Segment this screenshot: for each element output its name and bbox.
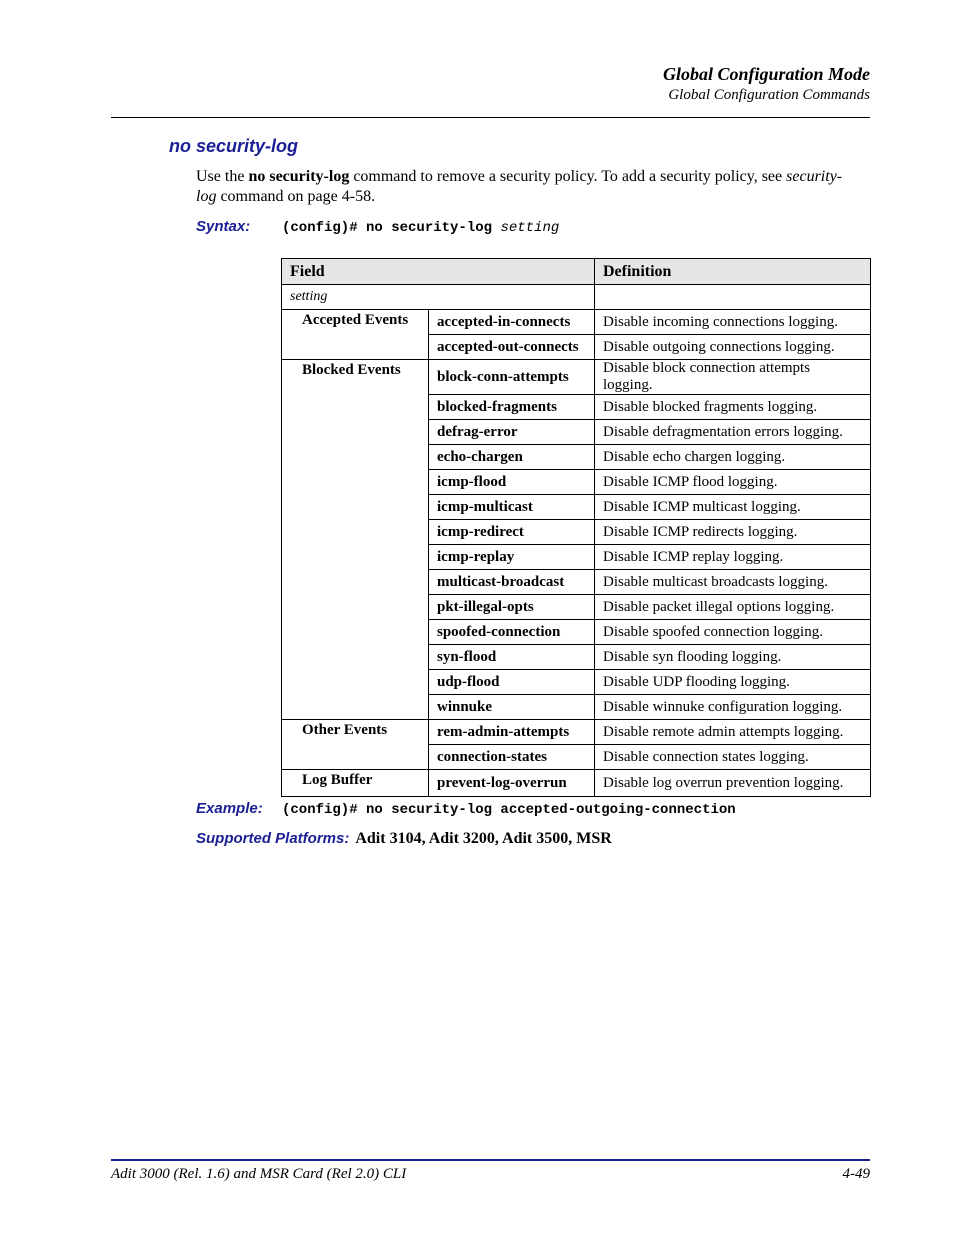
option-keyword: rem-admin-attempts bbox=[429, 720, 595, 745]
table-body bbox=[282, 285, 871, 797]
option-keyword: udp-flood bbox=[429, 670, 595, 695]
option-keyword: icmp-flood bbox=[429, 470, 595, 495]
event-group-name: Blocked Events bbox=[282, 360, 429, 720]
intro-text-pre: Use the bbox=[196, 168, 249, 185]
option-definition: Disable block connection attempts logging. bbox=[595, 360, 871, 395]
option-definition: Disable echo chargen logging. bbox=[595, 445, 871, 470]
example-line bbox=[196, 800, 736, 818]
event-group-name: Accepted Events bbox=[282, 310, 429, 360]
option-keyword: icmp-replay bbox=[429, 545, 595, 570]
option-definition: Disable UDP flooding logging. bbox=[595, 670, 871, 695]
option-keyword: defrag-error bbox=[429, 420, 595, 445]
intro-paragraph bbox=[196, 167, 856, 207]
running-header-subtitle: Global Configuration Commands bbox=[668, 87, 870, 103]
syntax-line bbox=[196, 218, 559, 236]
table-row bbox=[282, 310, 871, 335]
option-definition: Disable remote admin attempts logging. bbox=[595, 720, 871, 745]
footer-divider bbox=[111, 1159, 870, 1161]
option-definition: Disable syn flooding logging. bbox=[595, 645, 871, 670]
platforms-label: Supported Platforms: bbox=[196, 830, 350, 847]
option-keyword: blocked-fragments bbox=[429, 395, 595, 420]
option-keyword: accepted-in-connects bbox=[429, 310, 595, 335]
option-keyword: multicast-broadcast bbox=[429, 570, 595, 595]
setting-row bbox=[282, 285, 871, 310]
table-header-row bbox=[282, 259, 871, 285]
option-definition: Disable blocked fragments logging. bbox=[595, 395, 871, 420]
option-definition: Disable winnuke configuration logging. bbox=[595, 695, 871, 720]
event-group-name: Other Events bbox=[282, 720, 429, 770]
option-definition: Disable defragmentation errors logging. bbox=[595, 420, 871, 445]
footer-doc-title: Adit 3000 (Rel. 1.6) and MSR Card (Rel 2.0) CLI bbox=[111, 1166, 407, 1182]
option-keyword: prevent-log-overrun bbox=[429, 770, 595, 797]
setting-label: setting bbox=[282, 285, 595, 310]
option-definition: Disable ICMP multicast logging. bbox=[595, 495, 871, 520]
platforms-value: Adit 3104, Adit 3200, Adit 3500, MSR bbox=[355, 830, 612, 847]
option-keyword: icmp-multicast bbox=[429, 495, 595, 520]
event-group-name: Log Buffer bbox=[282, 770, 429, 797]
example-code: (config)# no security-log accepted-outgoing-connection bbox=[282, 802, 736, 818]
section-title: no security-log bbox=[169, 136, 299, 156]
intro-text-post: command on page 4-58. bbox=[216, 188, 376, 205]
option-keyword: spoofed-connection bbox=[429, 620, 595, 645]
option-keyword: connection-states bbox=[429, 745, 595, 770]
header-field: Field bbox=[282, 259, 595, 285]
header-divider bbox=[111, 117, 870, 118]
example-label: Example: bbox=[196, 800, 263, 817]
option-keyword: block-conn-attempts bbox=[429, 360, 595, 395]
table-row bbox=[282, 360, 871, 395]
option-definition: Disable log overrun prevention logging. bbox=[595, 770, 871, 797]
table-row bbox=[282, 720, 871, 745]
syntax-argument: setting bbox=[500, 220, 560, 236]
intro-reference: security-log bbox=[196, 168, 843, 205]
footer-page-number: 4-49 bbox=[842, 1166, 870, 1182]
option-keyword: accepted-out-connects bbox=[429, 335, 595, 360]
option-keyword: echo-chargen bbox=[429, 445, 595, 470]
option-keyword: syn-flood bbox=[429, 645, 595, 670]
option-definition: Disable spoofed connection logging. bbox=[595, 620, 871, 645]
option-definition: Disable ICMP redirects logging. bbox=[595, 520, 871, 545]
option-definition: Disable multicast broadcasts logging. bbox=[595, 570, 871, 595]
header-definition: Definition bbox=[595, 259, 871, 285]
option-definition: Disable connection states logging. bbox=[595, 745, 871, 770]
option-keyword: icmp-redirect bbox=[429, 520, 595, 545]
option-definition: Disable outgoing connections logging. bbox=[595, 335, 871, 360]
intro-command: no security-log bbox=[248, 168, 350, 185]
syntax-code bbox=[282, 220, 559, 236]
parameter-table bbox=[281, 258, 871, 797]
option-definition: Disable incoming connections logging. bbox=[595, 310, 871, 335]
syntax-label: Syntax: bbox=[196, 218, 251, 235]
option-definition: Disable packet illegal options logging. bbox=[595, 595, 871, 620]
table-row bbox=[282, 770, 871, 797]
intro-text-mid: command to remove a security policy. To add a security policy, see bbox=[349, 168, 787, 185]
running-header-title: Global Configuration Mode bbox=[662, 64, 870, 84]
option-definition: Disable ICMP flood logging. bbox=[595, 470, 871, 495]
option-definition: Disable ICMP replay logging. bbox=[595, 545, 871, 570]
setting-definition-empty bbox=[595, 285, 871, 310]
option-keyword: pkt-illegal-opts bbox=[429, 595, 595, 620]
option-keyword: winnuke bbox=[429, 695, 595, 720]
syntax-command: (config)# no security-log bbox=[282, 220, 501, 236]
platforms-line bbox=[196, 830, 612, 848]
